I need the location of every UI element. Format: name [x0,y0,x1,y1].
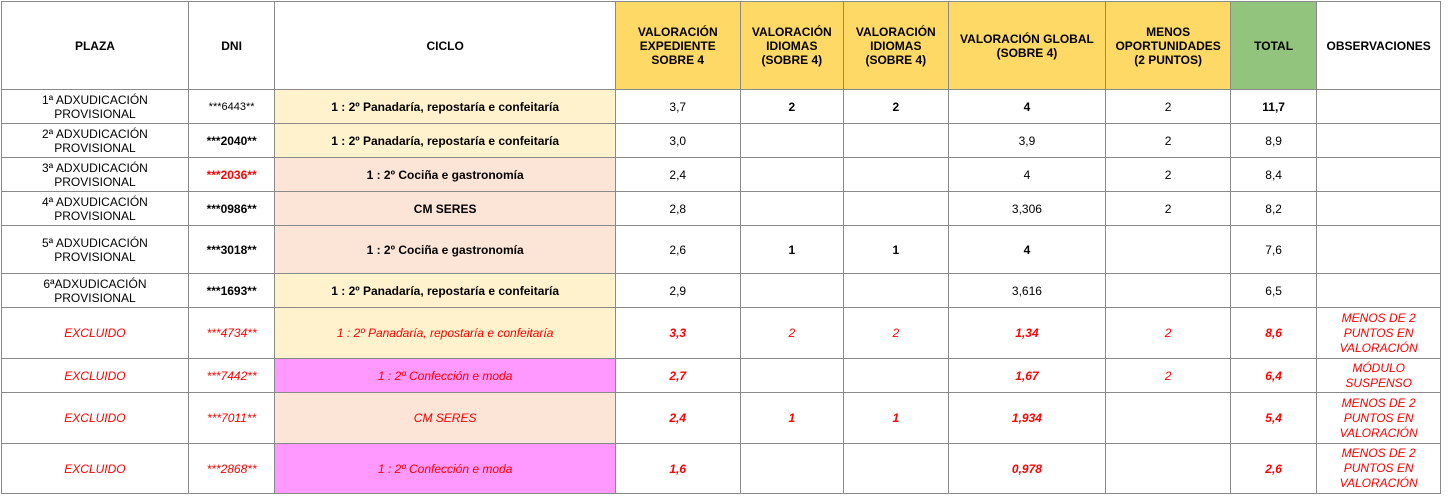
idiomas-1-cell [740,359,844,393]
dni-cell: ***3018** [188,226,274,274]
menos-cell: 2 [1106,308,1231,359]
table-row [2,158,1441,192]
header-dni: DNI [188,2,274,90]
header-global: VALORACIÓN GLOBAL (SOBRE 4) [948,2,1106,90]
table-row [2,226,1441,274]
idiomas-2-cell: 1 [844,393,949,444]
global-cell: 0,978 [948,444,1106,494]
idiomas-2-cell [844,124,949,158]
ciclo-cell: 1 : 2º Panadaría, repostaría e confeitaría [275,90,616,124]
idiomas-2-cell: 2 [844,308,949,359]
expediente-cell: 1,6 [615,444,740,494]
header-idiomas-2: VALORACIÓN IDIOMAS (SOBRE 4) [844,2,949,90]
plaza-cell: EXCLUIDO [2,393,189,444]
idiomas-1-cell [740,444,844,494]
observaciones-cell: MENOS DE 2 PUNTOS EN VALORACIÓN [1317,393,1441,444]
global-cell: 4 [948,90,1106,124]
header-idiomas-1: VALORACIÓN IDIOMAS (SOBRE 4) [740,2,844,90]
idiomas-2-cell [844,192,949,226]
expediente-cell: 3,7 [615,90,740,124]
expediente-cell: 2,4 [615,393,740,444]
dni-cell: ***2040** [188,124,274,158]
ciclo-cell: CM SERES [275,192,616,226]
idiomas-1-cell [740,124,844,158]
idiomas-1-cell [740,274,844,308]
observaciones-cell: MÓDULO SUSPENSO [1317,359,1441,393]
total-cell: 5,4 [1230,393,1316,444]
total-cell: 8,6 [1230,308,1316,359]
idiomas-1-cell [740,158,844,192]
table-row [2,308,1441,359]
table-row [2,444,1441,494]
expediente-cell: 2,6 [615,226,740,274]
idiomas-2-cell [844,274,949,308]
expediente-cell: 2,7 [615,359,740,393]
observaciones-cell [1317,158,1441,192]
ciclo-cell: 1 : 2º Panadaría, repostaría e confeitaría [275,124,616,158]
idiomas-2-cell: 1 [844,226,949,274]
header-plaza: PLAZA [2,2,189,90]
observaciones-cell [1317,226,1441,274]
idiomas-1-cell [740,192,844,226]
table-row [2,192,1441,226]
global-cell: 1,934 [948,393,1106,444]
dni-cell: ***0986** [188,192,274,226]
total-cell: 8,4 [1230,158,1316,192]
header-observaciones: OBSERVACIONES [1317,2,1441,90]
global-cell: 4 [948,226,1106,274]
dni-cell: ***1693** [188,274,274,308]
idiomas-2-cell: 2 [844,90,949,124]
global-cell: 4 [948,158,1106,192]
table-row [2,359,1441,393]
table-row [2,274,1441,308]
ciclo-cell: 1 : 2º Confección e moda [275,444,616,494]
expediente-cell: 3,3 [615,308,740,359]
table-row [2,393,1441,444]
dni-cell: ***2868** [188,444,274,494]
ciclo-cell: 1 : 2º Cociña e gastronomía [275,158,616,192]
menos-cell [1106,274,1231,308]
global-cell: 3,9 [948,124,1106,158]
total-cell: 8,2 [1230,192,1316,226]
table-row [2,90,1441,124]
observaciones-cell [1317,90,1441,124]
dni-cell: ***4734** [188,308,274,359]
idiomas-1-cell: 2 [740,90,844,124]
header-total: TOTAL [1230,2,1316,90]
observaciones-cell: MENOS DE 2 PUNTOS EN VALORACIÓN [1317,444,1441,494]
idiomas-1-cell: 1 [740,226,844,274]
idiomas-1-cell: 2 [740,308,844,359]
global-cell: 3,306 [948,192,1106,226]
idiomas-2-cell [844,444,949,494]
observaciones-cell [1317,124,1441,158]
idiomas-2-cell [844,158,949,192]
expediente-cell: 2,8 [615,192,740,226]
dni-cell: ***7442** [188,359,274,393]
ciclo-cell: 1 : 2º Panadaría, repostaría e confeitaría [275,274,616,308]
total-cell: 8,9 [1230,124,1316,158]
menos-cell: 2 [1106,359,1231,393]
menos-cell: 2 [1106,158,1231,192]
menos-cell [1106,444,1231,494]
ciclo-cell: 1 : 2º Confección e moda [275,359,616,393]
dni-cell: ***7011** [188,393,274,444]
observaciones-cell: MENOS DE 2 PUNTOS EN VALORACIÓN [1317,308,1441,359]
menos-cell [1106,226,1231,274]
total-cell: 6,4 [1230,359,1316,393]
plaza-cell: 4ª ADXUDICACIÓN PROVISIONAL [2,192,189,226]
plaza-cell: 2ª ADXUDICACIÓN PROVISIONAL [2,124,189,158]
menos-cell: 2 [1106,90,1231,124]
idiomas-1-cell: 1 [740,393,844,444]
dni-cell: ***6443** [188,90,274,124]
total-cell: 7,6 [1230,226,1316,274]
global-cell: 3,616 [948,274,1106,308]
idiomas-2-cell [844,359,949,393]
expediente-cell: 2,9 [615,274,740,308]
header-menos-oportunidades: MENOS OPORTUNIDADES (2 PUNTOS) [1106,2,1231,90]
expediente-cell: 2,4 [615,158,740,192]
observaciones-cell [1317,274,1441,308]
ciclo-cell: 1 : 2º Panadaría, repostaría e confeitaría [275,308,616,359]
menos-cell: 2 [1106,192,1231,226]
total-cell: 2,6 [1230,444,1316,494]
header-expediente: VALORACIÓN EXPEDIENTE SOBRE 4 [615,2,740,90]
header-ciclo: CICLO [275,2,616,90]
expediente-cell: 3,0 [615,124,740,158]
menos-cell: 2 [1106,124,1231,158]
observaciones-cell [1317,192,1441,226]
plaza-cell: EXCLUIDO [2,308,189,359]
adjudication-table [1,1,1441,494]
menos-cell [1106,393,1231,444]
plaza-cell: 3ª ADXUDICACIÓN PROVISIONAL [2,158,189,192]
total-cell: 6,5 [1230,274,1316,308]
plaza-cell: 6ªADXUDICACIÓN PROVISIONAL [2,274,189,308]
plaza-cell: 5ª ADXUDICACIÓN PROVISIONAL [2,226,189,274]
plaza-cell: EXCLUIDO [2,444,189,494]
header-row [2,2,1441,90]
ciclo-cell: 1 : 2º Cociña e gastronomía [275,226,616,274]
total-cell: 11,7 [1230,90,1316,124]
dni-cell: ***2036** [188,158,274,192]
ciclo-cell: CM SERES [275,393,616,444]
plaza-cell: EXCLUIDO [2,359,189,393]
plaza-cell: 1ª ADXUDICACIÓN PROVISIONAL [2,90,189,124]
global-cell: 1,67 [948,359,1106,393]
table-row [2,124,1441,158]
global-cell: 1,34 [948,308,1106,359]
